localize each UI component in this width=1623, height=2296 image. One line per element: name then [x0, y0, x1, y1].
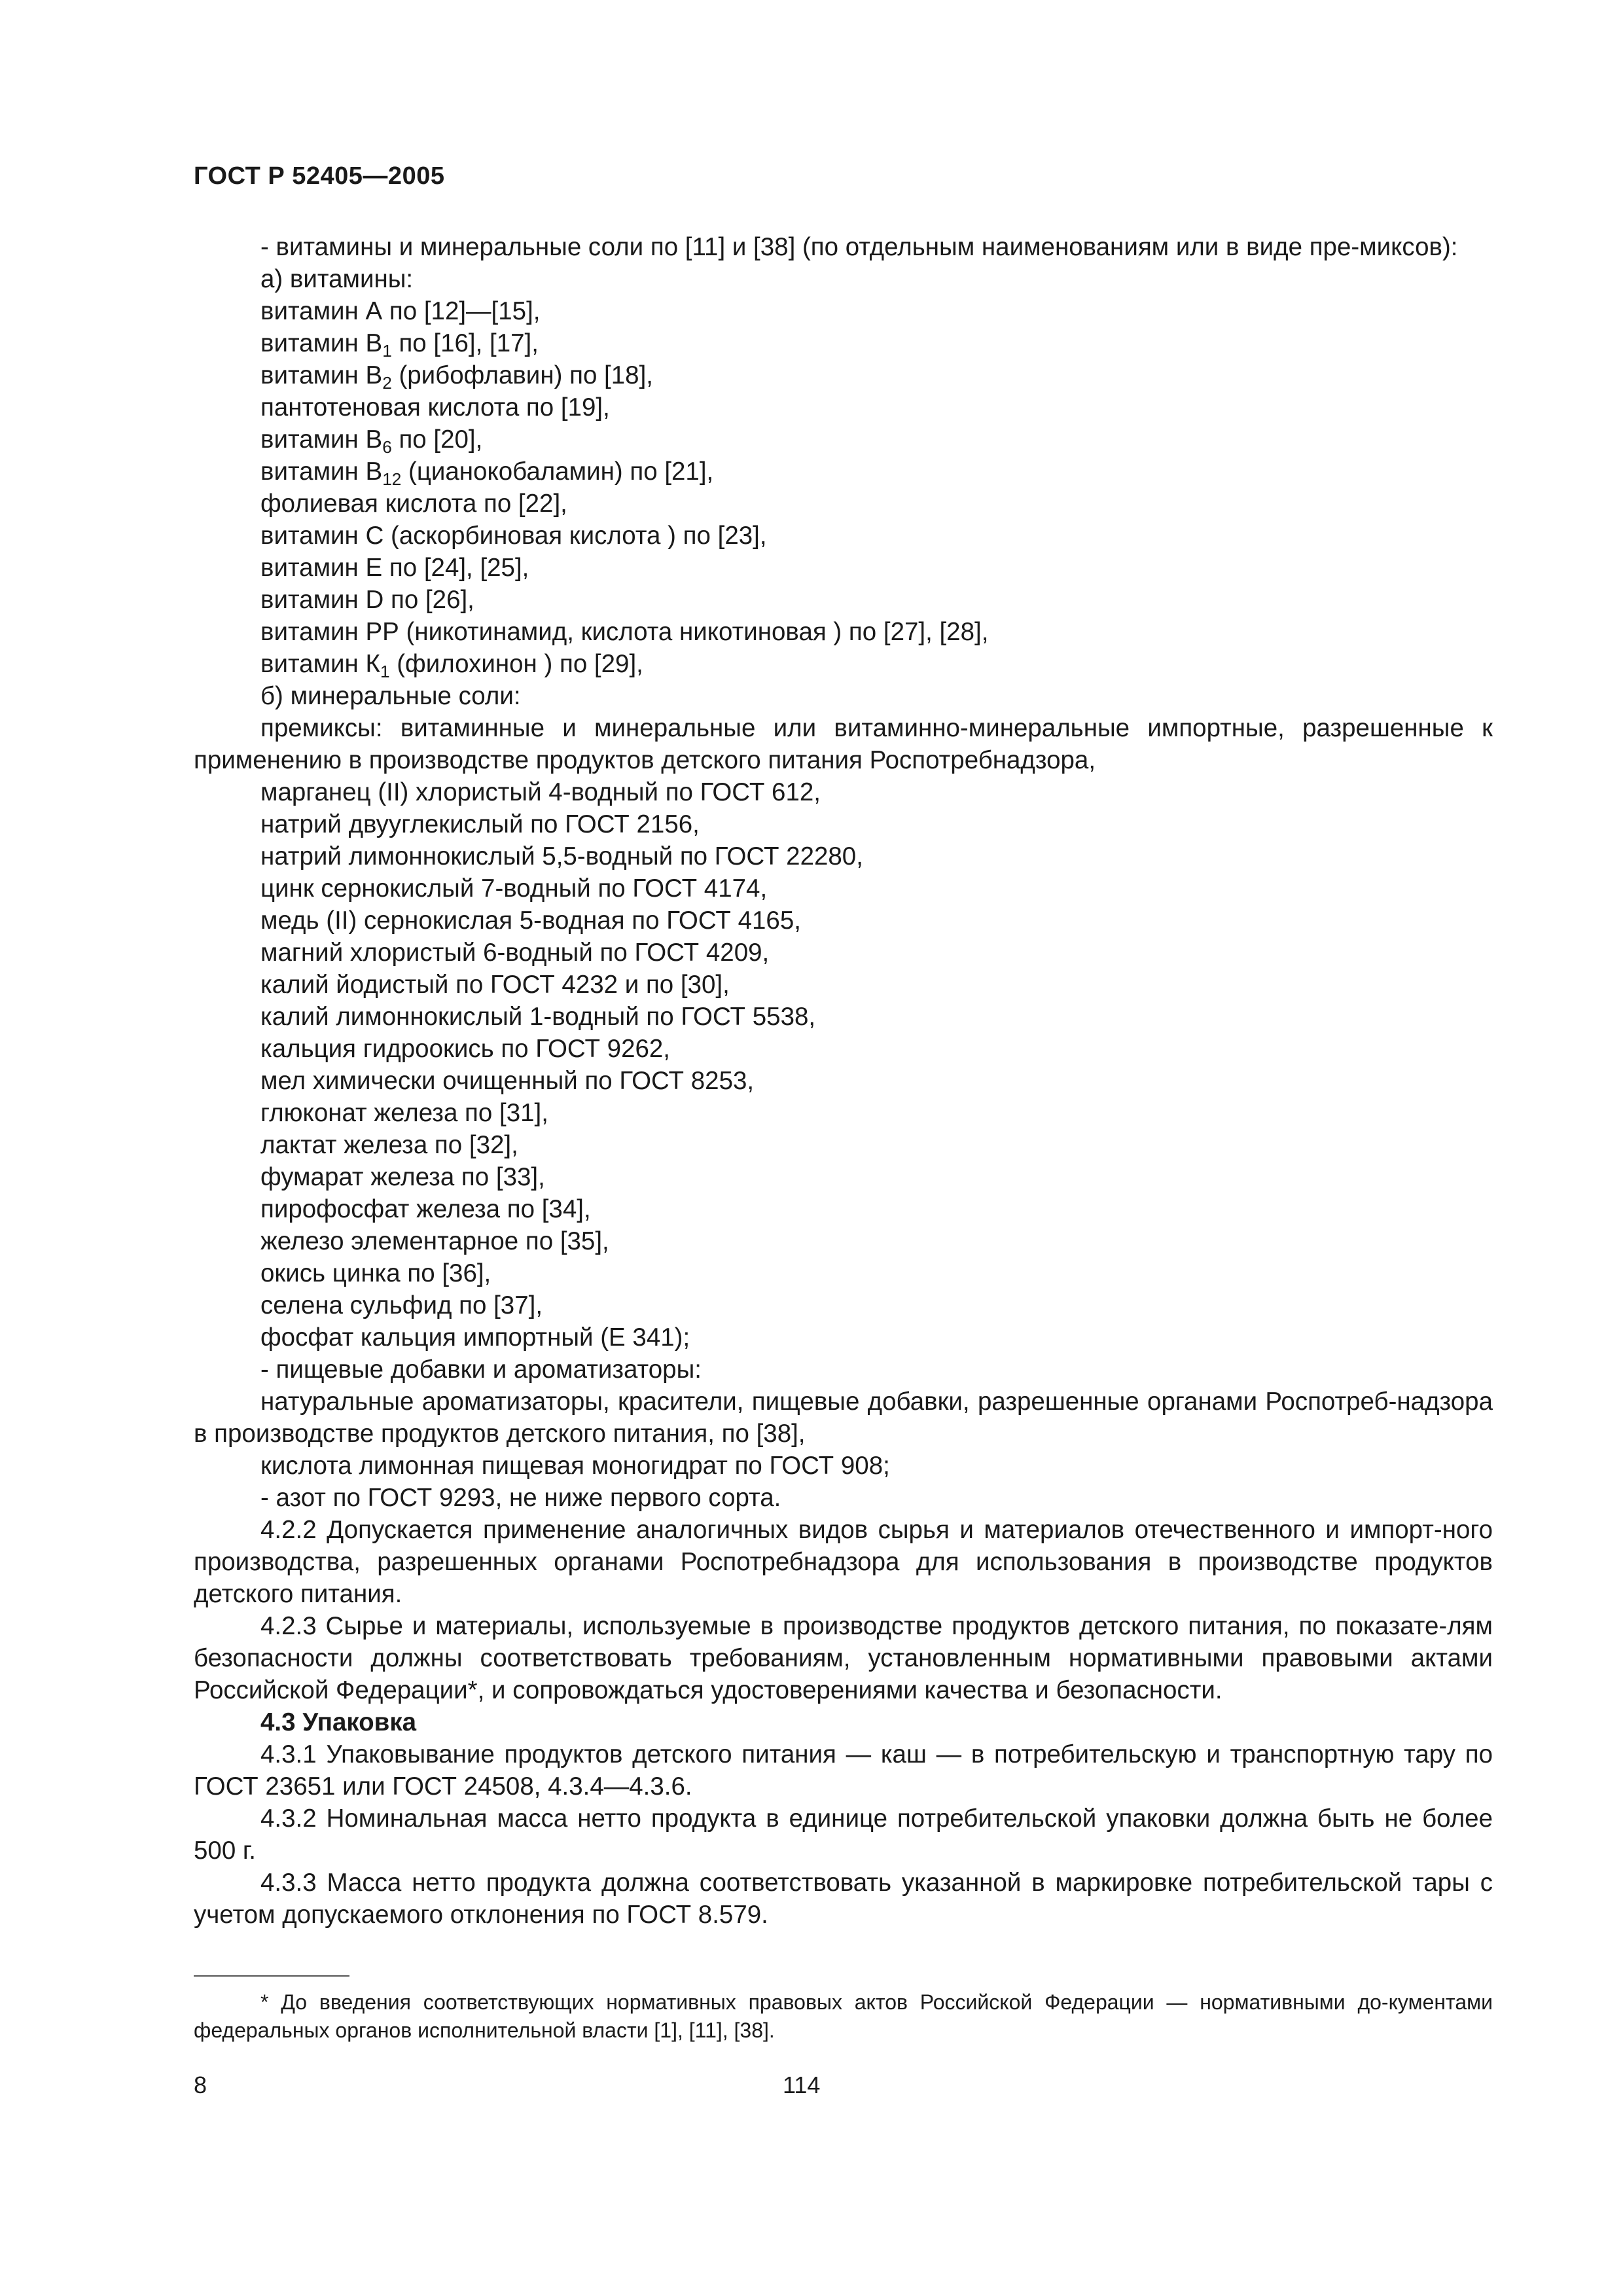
list-item-text: (цианокобаламин) по [21],: [401, 457, 714, 486]
paragraph-4-2-2: 4.2.2 Допускается применение аналогичных видов сырья и материалов отечественного и импорт-ного производства, разрешенных органами Роспотребнадзора для использования в производстве продуктов детского питания.: [194, 1516, 1493, 1608]
list-item: витамин D по [26],: [260, 586, 474, 614]
list-item-text: витамин К: [260, 650, 380, 678]
list-item: [194, 359, 1493, 391]
list-item-text: витамин В: [260, 457, 383, 486]
paragraph-4-3-2: 4.3.2 Номинальная масса нетто продукта в единице потребительской упаковки должна быть не более 500 г.: [194, 1804, 1493, 1865]
list-heading-minerals: б) минеральные соли:: [260, 682, 521, 710]
list-item: фолиевая кислота по [22],: [260, 490, 567, 518]
list-item: железо элементарное по [35],: [260, 1227, 609, 1255]
list-item-text: по [20],: [391, 425, 483, 454]
list-item: селена сульфид по [37],: [260, 1291, 543, 1319]
list-item: магний хлористый 6-водный по ГОСТ 4209,: [260, 939, 770, 967]
paragraph-4-3-1: 4.3.1 Упаковывание продуктов детского питания — каш — в потребительскую и транспортную тару по ГОСТ 23651 или ГОСТ 24508, 4.3.4—4.3.6.: [194, 1740, 1493, 1801]
document-body: [194, 231, 1493, 1931]
list-item: - азот по ГОСТ 9293, не ниже первого сорта.: [260, 1484, 781, 1512]
subscript: 1: [382, 340, 392, 361]
list-item: пирофосфат железа по [34],: [260, 1195, 591, 1223]
list-item: витамин Е по [24], [25],: [260, 554, 529, 582]
list-item: натрий лимоннокислый 5,5-водный по ГОСТ 22280,: [260, 842, 863, 870]
list-item-text: витамин В: [260, 361, 383, 389]
sheet-number: 114: [783, 2072, 821, 2098]
list-item: витамин С (аскорбиновая кислота ) по [23],: [260, 522, 767, 550]
paragraph-flavorings: натуральные ароматизаторы, красители, пищевые добавки, разрешенные органами Роспотреб-надзора в производстве продуктов детского питания, по [38],: [194, 1388, 1493, 1448]
document-header: ГОСТ Р 52405—2005: [194, 162, 445, 190]
list-heading-vitamins: а) витамины:: [260, 265, 414, 293]
list-item: фумарат железа по [33],: [260, 1163, 545, 1191]
list-item: [194, 456, 1493, 488]
subscript: 12: [382, 469, 402, 489]
list-item: мел химически очищенный по ГОСТ 8253,: [260, 1067, 755, 1095]
list-item: фосфат кальция импортный (Е 341);: [260, 1323, 690, 1352]
list-item: натрий двууглекислый по ГОСТ 2156,: [260, 810, 700, 838]
list-item-text: витамин В: [260, 329, 383, 357]
list-item: кислота лимонная пищевая моногидрат по ГОСТ 908;: [260, 1452, 890, 1480]
list-item: пантотеновая кислота по [19],: [260, 393, 610, 422]
list-item: лактат железа по [32],: [260, 1131, 518, 1159]
list-item: окись цинка по [36],: [260, 1259, 491, 1287]
page-number: 8: [194, 2072, 207, 2098]
list-item-text: (рибофлавин) по [18],: [391, 361, 653, 389]
list-item: витамин А по [12]—[15],: [260, 297, 541, 325]
paragraph-vitamins-minerals: - витамины и минеральные соли по [11] и [38] (по отдельным наименованиям или в виде пре-миксов):: [260, 233, 1458, 261]
list-item-text: (филохинон ) по [29],: [389, 650, 643, 678]
list-item: витамин РР (никотинамид, кислота никотиновая ) по [27], [28],: [260, 618, 989, 646]
list-item: [194, 327, 1493, 359]
footnote-divider: [194, 1975, 349, 1977]
list-item: медь (II) сернокислая 5-водная по ГОСТ 4165,: [260, 906, 801, 935]
paragraph-4-3-3: 4.3.3 Масса нетто продукта должна соответствовать указанной в маркировке потребительской тары с учетом допускаемого отклонения по ГОСТ 8.579.: [194, 1869, 1493, 1929]
list-item: цинк сернокислый 7-водный по ГОСТ 4174,: [260, 874, 768, 903]
list-item: [194, 648, 1493, 680]
paragraph-premixes: премиксы: витаминные и минеральные или витаминно-минеральные импортные, разрешенные к применению в производстве продуктов детского питания Роспотребнадзора,: [194, 714, 1493, 774]
paragraph-4-2-3: 4.2.3 Сырье и материалы, используемые в производстве продуктов детского питания, по показате-лям безопасности должны соответствовать требованиям, установленным нормативными правовыми актами Российской Федерации*, и сопровождаться удостоверениями качества и безопасности.: [194, 1612, 1493, 1704]
list-item: марганец (II) хлористый 4-водный по ГОСТ 612,: [260, 778, 821, 806]
list-item-text: витамин В: [260, 425, 383, 454]
footnote: * До введения соответствующих нормативных правовых актов Российской Федерации — нормативными до-кументами федеральных органов исполнительной власти [1], [11], [38].: [194, 1990, 1493, 2042]
list-item: [194, 423, 1493, 456]
list-item: калий йодистый по ГОСТ 4232 и по [30],: [260, 971, 730, 999]
section-heading-4-3: 4.3 Упаковка: [260, 1708, 416, 1736]
list-item: кальция гидроокись по ГОСТ 9262,: [260, 1035, 671, 1063]
subscript: 6: [382, 437, 392, 457]
list-item: глюконат железа по [31],: [260, 1099, 548, 1127]
list-item-text: по [16], [17],: [391, 329, 539, 357]
list-item: калий лимоннокислый 1-водный по ГОСТ 5538,: [260, 1003, 816, 1031]
list-heading-additives: - пищевые добавки и ароматизаторы:: [260, 1355, 702, 1384]
subscript: 1: [380, 661, 390, 681]
subscript: 2: [382, 372, 392, 393]
